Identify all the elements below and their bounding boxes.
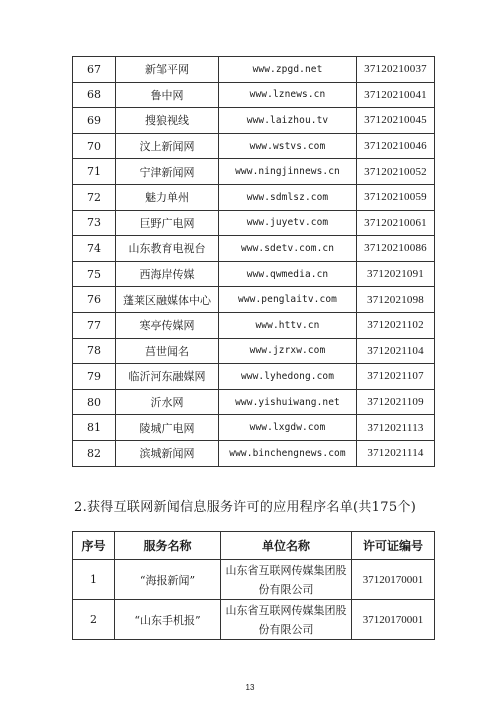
website-url: www.httv.cn — [219, 312, 357, 338]
website-name: 西海岸传媒 — [116, 261, 219, 287]
table-row — [73, 338, 435, 364]
table-row — [73, 364, 435, 390]
website-url: www.jzrxw.com — [219, 338, 357, 364]
row-number: 80 — [73, 389, 116, 415]
website-name: 蓬莱区融媒体中心 — [116, 287, 219, 313]
row-number: 76 — [73, 287, 116, 313]
license-number: 37120210061 — [357, 210, 435, 236]
website-url: www.laizhou.tv — [219, 108, 357, 134]
website-url: www.binchengnews.com — [219, 440, 357, 466]
website-name: 滨城新闻网 — [116, 440, 219, 466]
license-number: 37120170001 — [352, 560, 435, 600]
table-row — [73, 312, 435, 338]
website-name: 宁津新闻网 — [116, 159, 219, 185]
row-number: 70 — [73, 133, 116, 159]
website-url: www.penglaitv.com — [219, 287, 357, 313]
website-name: 新邹平网 — [116, 57, 219, 83]
column-header-license: 许可证编号 — [352, 532, 435, 560]
website-name: 山东教育电视台 — [116, 236, 219, 262]
website-url: www.lxgdw.com — [219, 415, 357, 441]
website-name: 莒世闻名 — [116, 338, 219, 364]
website-url: www.sdmlsz.com — [219, 184, 357, 210]
website-list-table — [72, 56, 435, 467]
website-name: 搜狼视线 — [116, 108, 219, 134]
table-row — [73, 236, 435, 262]
website-url: www.qwmedia.cn — [219, 261, 357, 287]
table-row — [73, 415, 435, 441]
website-url: www.lyhedong.com — [219, 364, 357, 390]
license-number: 3712021098 — [357, 287, 435, 313]
table-row — [73, 108, 435, 134]
row-number: 1 — [73, 560, 115, 600]
table-row — [73, 389, 435, 415]
row-number: 79 — [73, 364, 116, 390]
license-number: 37120210041 — [357, 82, 435, 108]
row-number: 77 — [73, 312, 116, 338]
license-number: 3712021107 — [357, 364, 435, 390]
column-header-unit: 单位名称 — [221, 532, 352, 560]
service-name: “海报新闻” — [115, 560, 221, 600]
row-number: 81 — [73, 415, 116, 441]
row-number: 68 — [73, 82, 116, 108]
column-header-service: 服务名称 — [115, 532, 221, 560]
table-row — [73, 82, 435, 108]
website-url: www.sdetv.com.cn — [219, 236, 357, 262]
license-number: 37120210059 — [357, 184, 435, 210]
table-header-row — [73, 532, 435, 560]
row-number: 72 — [73, 184, 116, 210]
license-number: 3712021113 — [357, 415, 435, 441]
license-number: 3712021104 — [357, 338, 435, 364]
table-row — [73, 159, 435, 185]
website-url: www.wstvs.com — [219, 133, 357, 159]
license-number: 37120210052 — [357, 159, 435, 185]
license-number: 3712021091 — [357, 261, 435, 287]
row-number: 82 — [73, 440, 116, 466]
row-number: 75 — [73, 261, 116, 287]
website-name: 寒亭传媒网 — [116, 312, 219, 338]
table-row — [73, 600, 435, 640]
license-number: 3712021114 — [357, 440, 435, 466]
table-row — [73, 440, 435, 466]
row-number: 67 — [73, 57, 116, 83]
row-number: 74 — [73, 236, 116, 262]
table-row — [73, 57, 435, 83]
table-row — [73, 261, 435, 287]
table-row — [73, 287, 435, 313]
website-url: www.yishuiwang.net — [219, 389, 357, 415]
license-number: 3712021102 — [357, 312, 435, 338]
website-url: www.lznews.cn — [219, 82, 357, 108]
website-name: 巨野广电网 — [116, 210, 219, 236]
service-name: “山东手机报” — [115, 600, 221, 640]
website-url: www.juyetv.com — [219, 210, 357, 236]
unit-name: 山东省互联网传媒集团股份有限公司 — [221, 600, 352, 640]
license-number: 37120210045 — [357, 108, 435, 134]
website-name: 陵城广电网 — [116, 415, 219, 441]
website-name: 鲁中网 — [116, 82, 219, 108]
row-number: 69 — [73, 108, 116, 134]
table-row — [73, 210, 435, 236]
row-number: 78 — [73, 338, 116, 364]
website-name: 临沂河东融媒网 — [116, 364, 219, 390]
website-url: www.zpgd.net — [219, 57, 357, 83]
app-list-table — [72, 531, 435, 640]
page-number: 13 — [245, 683, 255, 692]
website-name: 汶上新闻网 — [116, 133, 219, 159]
row-number: 71 — [73, 159, 116, 185]
column-header-number: 序号 — [73, 532, 115, 560]
website-name: 魅力单州 — [116, 184, 219, 210]
table-row — [73, 184, 435, 210]
license-number: 37120210086 — [357, 236, 435, 262]
license-number: 3712021109 — [357, 389, 435, 415]
license-number: 37120170001 — [352, 600, 435, 640]
row-number: 2 — [73, 600, 115, 640]
section-heading: 2.获得互联网新闻信息服务许可的应用程序名单(共175个) — [74, 500, 417, 515]
unit-name: 山东省互联网传媒集团股份有限公司 — [221, 560, 352, 600]
table-row — [73, 133, 435, 159]
license-number: 37120210046 — [357, 133, 435, 159]
website-url: www.ningjinnews.cn — [219, 159, 357, 185]
website-name: 沂水网 — [116, 389, 219, 415]
row-number: 73 — [73, 210, 116, 236]
license-number: 37120210037 — [357, 57, 435, 83]
table-row — [73, 560, 435, 600]
